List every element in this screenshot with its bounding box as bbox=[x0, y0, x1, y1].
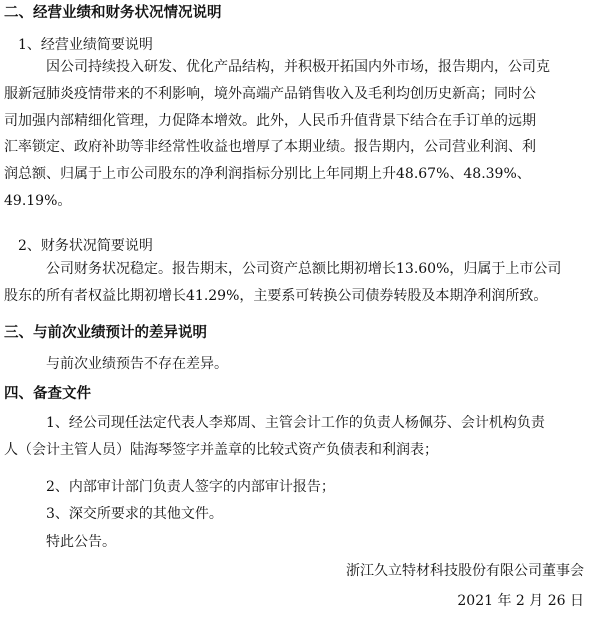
paragraph-line: 司加强内部精细化管理，力促降本增效。此外，人民币升值背景下结合在手订单的远期 bbox=[4, 112, 536, 129]
performance-paragraph bbox=[0, 54, 584, 215]
section-2-heading: 二、经营业绩和财务状况情况说明 bbox=[4, 5, 222, 21]
paragraph-line: 49.19%。 bbox=[4, 192, 72, 209]
financial-paragraph bbox=[0, 256, 584, 310]
paragraph-line: 服新冠肺炎疫情带来的不利影响，境外高端产品销售收入及毛利均创历史新高；同时公 bbox=[4, 85, 536, 102]
signature-company: 浙江久立特材科技股份有限公司董事会 bbox=[346, 563, 584, 579]
signature-date: 2021 年 2 月 26 日 bbox=[457, 593, 584, 609]
section-3-heading: 三、与前次业绩预计的差异说明 bbox=[4, 325, 207, 341]
paragraph-line: 股东的所有者权益比期初增长41.29%，主要系可转换公司债券转股及本期净利润所致。 bbox=[4, 287, 548, 304]
paragraph-line: 汇率锁定、政府补助等非经常性收益也增厚了本期业绩。报告期内，公司营业利润、利 bbox=[4, 139, 536, 156]
paragraph-line: 1、经公司现任法定代表人李郑周、主管会计工作的负责人杨佩芬、会计机构负责 bbox=[46, 415, 545, 431]
reference-item-3: 3、深交所要求的其他文件。 bbox=[46, 506, 223, 522]
paragraph-line: 因公司持续投入研发、优化产品结构，并积极开拓国内外市场，报告期内，公司克 bbox=[46, 59, 550, 75]
closing-statement: 特此公告。 bbox=[46, 534, 116, 550]
subsection-1-title: 1、经营业绩简要说明 bbox=[18, 37, 153, 53]
paragraph-line: 人（会计主管人员）陆海琴签字并盖章的比较式资产负债表和利润表； bbox=[4, 441, 438, 458]
reference-item-2: 2、内部审计部门负责人签字的内部审计报告； bbox=[46, 479, 335, 495]
reference-item-1 bbox=[0, 410, 584, 464]
section-3-text: 与前次业绩预告不存在差异。 bbox=[46, 356, 228, 372]
subsection-2-title: 2、财务状况简要说明 bbox=[18, 238, 153, 254]
section-4-heading: 四、备查文件 bbox=[4, 386, 91, 402]
paragraph-line: 润总额、归属于上市公司股东的净利润指标分别比上年同期上升48.67%、48.39%、 bbox=[4, 166, 531, 183]
paragraph-line: 公司财务状况稳定。报告期末，公司资产总额比期初增长13.60%，归属于上市公司 bbox=[46, 261, 562, 277]
